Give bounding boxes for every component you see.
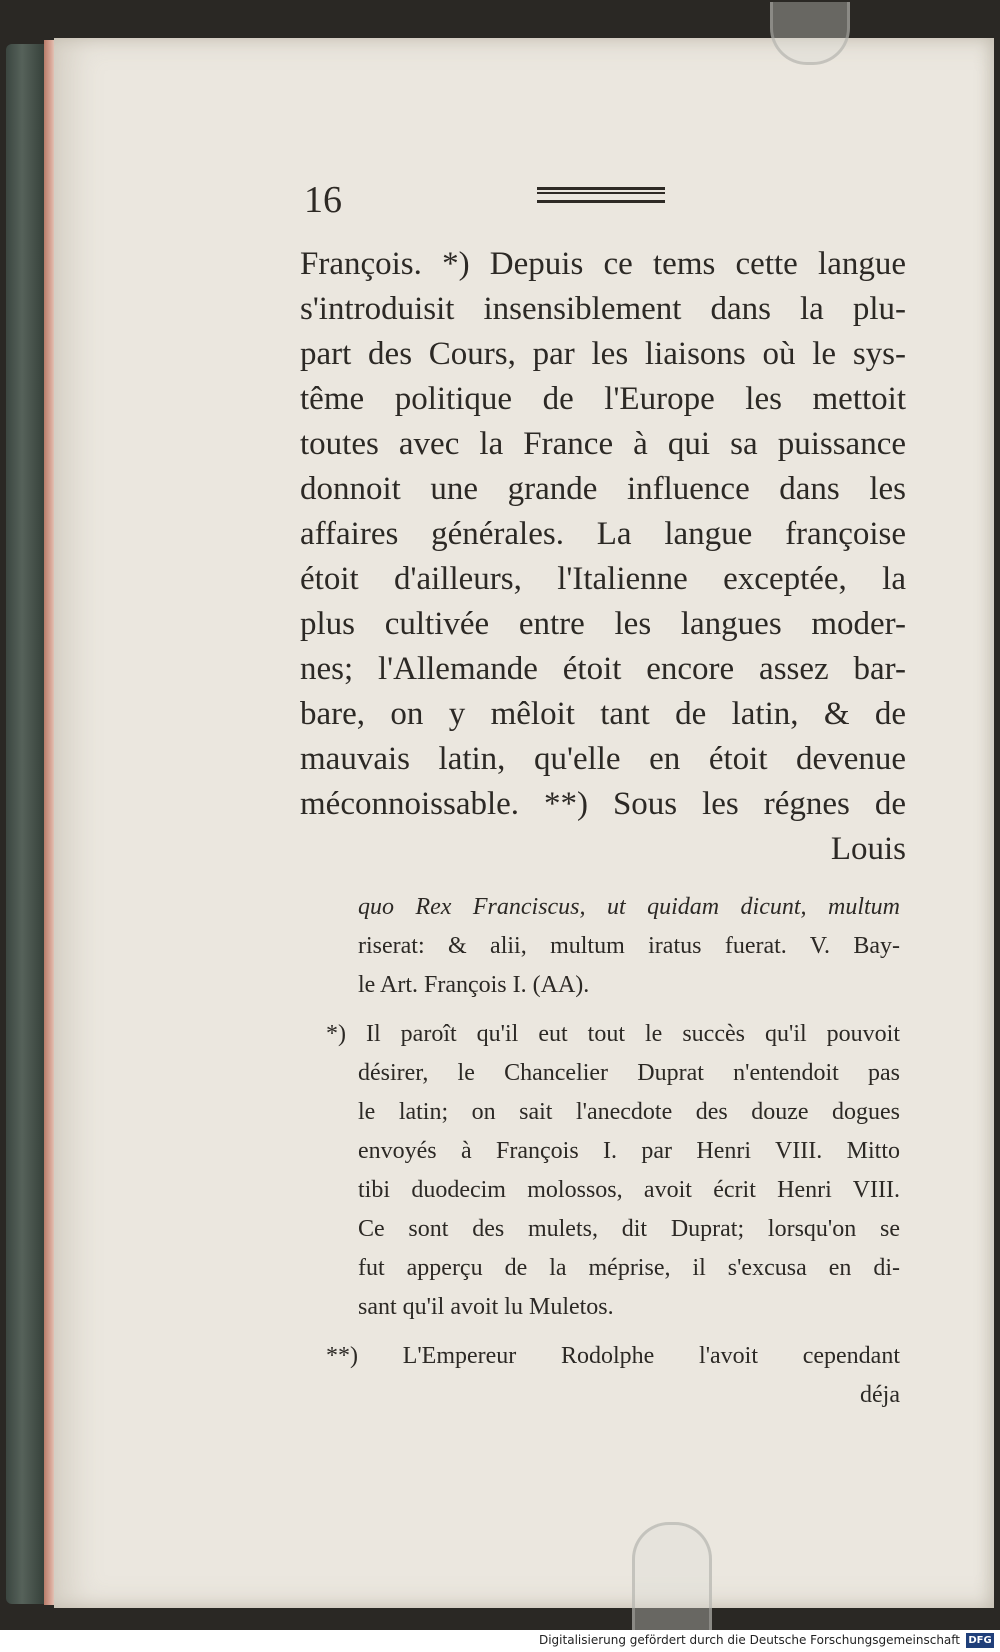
header-rule [537, 187, 665, 203]
catchword: Louis [830, 831, 906, 867]
text-line: tême politique de l'Europe les mettoit [300, 381, 906, 417]
text-line: mauvais latin, qu'elle en étoit devenue [300, 741, 906, 777]
text-line: plus cultivée entre les langues moder- [300, 606, 906, 642]
footnote-2 [326, 1337, 900, 1415]
footnote-1 [326, 1015, 900, 1327]
catchword: déja [860, 1382, 900, 1408]
footnotes [326, 888, 900, 1425]
footnote-line: riserat: & alii, multum iratus fuerat. V. Bay- [358, 933, 900, 959]
text-line: bare, on y mêloit tant de latin, & de [300, 696, 906, 732]
text-line: affaires générales. La langue françoise [300, 516, 906, 552]
funding-credit: Digitalisierung gefördert durch die Deutsche Forschungsgemeinschaft [538, 1633, 960, 1647]
text-line: méconnoissable. **) Sous les régnes de [300, 786, 906, 822]
footnote-line: Ce sont des mulets, dit Duprat; lorsqu'on se [358, 1216, 900, 1242]
text-line: toutes avec la France à qui sa puissance [300, 426, 906, 462]
footnote-line: quo Rex Franciscus, ut quidam dicunt, multum [358, 894, 900, 920]
footnote-line: envoyés à François I. par Henri VIII. Mitto [358, 1138, 900, 1164]
footnote-line: désirer, le Chancelier Duprat n'entendoit pas [358, 1060, 900, 1086]
footnote-continued [326, 888, 900, 1005]
text-line: François. *) Depuis ce tems cette langue [300, 246, 906, 282]
footnote-line: fut apperçu de la méprise, il s'excusa en di- [358, 1255, 900, 1281]
body-text [300, 242, 906, 872]
footnote-line: tibi duodecim molossos, avoit écrit Henri VIII. [358, 1177, 900, 1203]
text-line: donnoit une grande influence dans les [300, 471, 906, 507]
text-line: étoit d'ailleurs, l'Italienne exceptée, la [300, 561, 906, 597]
footnote-line: le Art. François I. (AA). [358, 972, 590, 998]
page-number: 16 [304, 179, 342, 221]
footnote-line: *) Il paroît qu'il eut tout le succès qu'il pouvoit [326, 1021, 900, 1047]
footnote-line: sant qu'il avoit lu Muletos. [358, 1294, 614, 1320]
text-line: s'introduisit insensiblement dans la plu- [300, 291, 906, 327]
text-line: part des Cours, par les liaisons où le sys- [300, 336, 906, 372]
footnote-line: le latin; on sait l'anecdote des douze dogues [358, 1099, 900, 1125]
page-clip-bottom [632, 1522, 712, 1635]
dfg-logo: DFG [966, 1633, 994, 1648]
text-line: nes; l'Allemande étoit encore assez bar- [300, 651, 906, 687]
footnote-line: **) L'Empereur Rodolphe l'avoit cependant [326, 1343, 900, 1369]
